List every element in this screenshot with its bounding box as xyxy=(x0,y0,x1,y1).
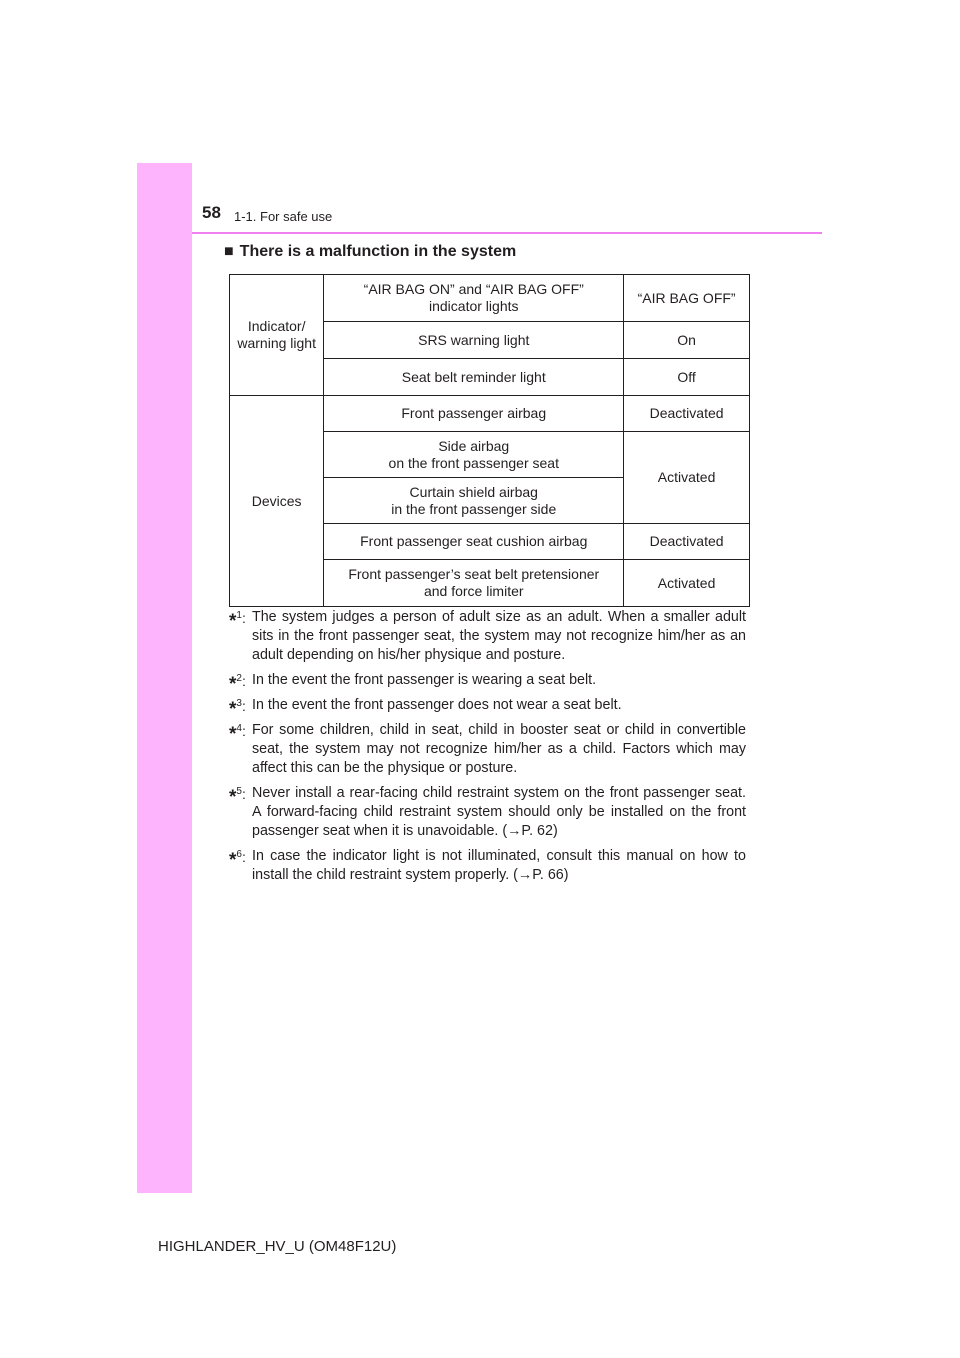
table-cell: SRS warning light xyxy=(324,322,624,359)
footnote-text: Never install a rear-facing child restraint system on the front passenger seat. A forward-facing child restraint system should only be installed on the front passenger seat when it is unavoidable. (→P. 62) xyxy=(252,785,746,839)
footnote xyxy=(229,671,746,695)
header-divider xyxy=(192,232,822,234)
section-heading xyxy=(224,243,516,261)
footnote-text: The system judges a person of adult size as an adult. When a smaller adult sits in the front passenger seat, the system may not recognize him/her as an adult depending on his/her physique and posture. xyxy=(252,609,746,663)
table-row xyxy=(230,275,750,322)
table-cell: Deactivated xyxy=(624,396,750,432)
footnote-marker: *$^3$: xyxy=(229,698,246,720)
table-cell: “AIR BAG OFF” xyxy=(624,275,750,322)
table-cell: On xyxy=(624,322,750,359)
section-label: 1-1. For safe use xyxy=(234,209,333,224)
table-cell: Front passenger’s seat belt pretensioner and force limiter xyxy=(324,560,624,607)
square-bullet-icon: ■ xyxy=(224,243,234,260)
table-cell: Activated xyxy=(624,432,750,524)
footnote xyxy=(229,784,746,841)
page-number: 58 xyxy=(202,203,221,222)
indicator-group-cell: Indicator/ warning light xyxy=(230,275,324,396)
table-cell: “AIR BAG ON” and “AIR BAG OFF” indicator lights xyxy=(324,275,624,322)
devices-group-cell: Devices xyxy=(230,396,324,607)
footnote xyxy=(229,847,746,885)
footnote xyxy=(229,608,746,665)
malfunction-table xyxy=(229,274,750,607)
footnote-marker: *$^5$: xyxy=(229,786,246,808)
table-row xyxy=(230,396,750,432)
manual-footer: HIGHLANDER_HV_U (OM48F12U) xyxy=(158,1238,397,1255)
table-cell: Activated xyxy=(624,560,750,607)
footnote xyxy=(229,721,746,778)
table-cell: Side airbag on the front passenger seat xyxy=(324,432,624,478)
footnote-text: In the event the front passenger does not wear a seat belt. xyxy=(252,697,622,713)
footnote-marker: *$^4$: xyxy=(229,723,246,745)
footnote-text: For some children, child in seat, child in booster seat or child in convertible seat, the system may not recognize him/her as a child. Factors which may affect this can be the physique or posture. xyxy=(252,722,746,776)
footnote xyxy=(229,696,746,720)
footnote-text: In the event the front passenger is wearing a seat belt. xyxy=(252,672,597,688)
table-cell: Front passenger seat cushion airbag xyxy=(324,524,624,560)
table-cell: Curtain shield airbag in the front passenger side xyxy=(324,478,624,524)
chapter-side-tab xyxy=(137,163,192,1193)
footnote-text: In case the indicator light is not illuminated, consult this manual on how to install the child restraint system properly. (→P. 66) xyxy=(252,848,746,883)
section-heading-text: There is a malfunction in the system xyxy=(239,243,517,260)
footnote-marker: *$^2$: xyxy=(229,673,246,695)
table-cell: Off xyxy=(624,359,750,396)
table-cell: Seat belt reminder light xyxy=(324,359,624,396)
footnote-marker: *$^6$: xyxy=(229,849,246,871)
table-cell: Front passenger airbag xyxy=(324,396,624,432)
table-cell: Deactivated xyxy=(624,524,750,560)
footnote-marker: *$^1$: xyxy=(229,610,246,632)
footnotes xyxy=(229,608,746,891)
